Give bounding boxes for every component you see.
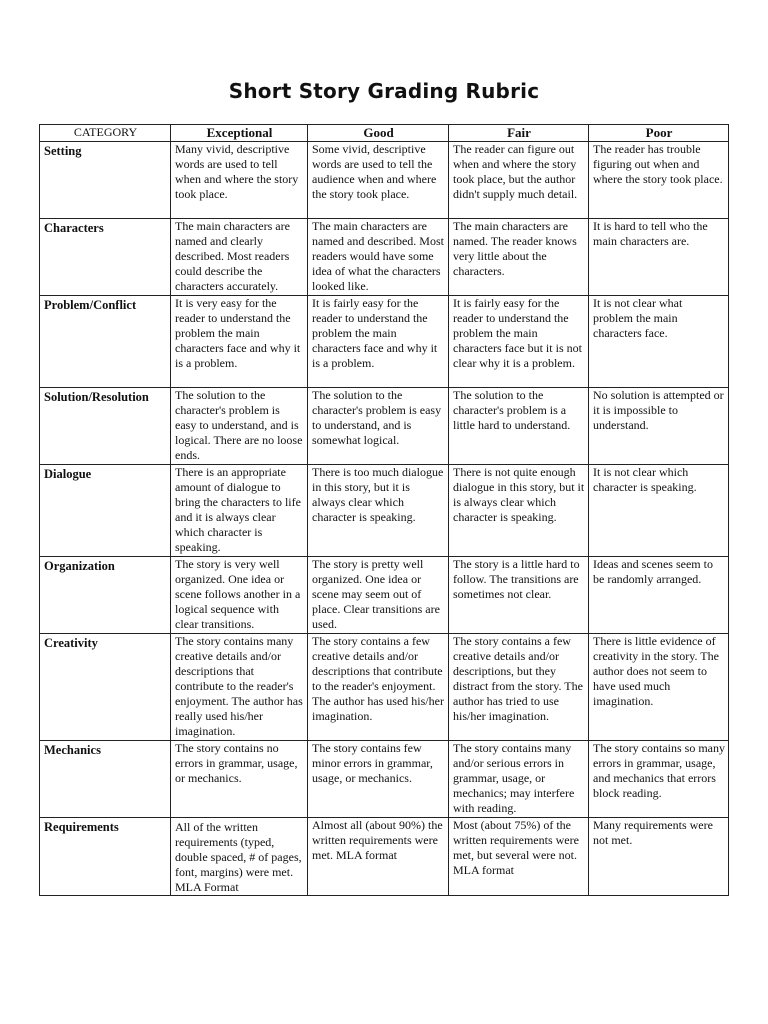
cell-exceptional: Many vivid, descriptive words are used to tell when and where the story took place. [171,142,308,219]
cell-good: The story is pretty well organized. One idea or scene may seem out of place. Clear transitions are used. [308,557,449,634]
header-category: CATEGORY [40,125,171,142]
cell-exceptional: It is very easy for the reader to understand the problem the main characters face and why it is a problem. [171,296,308,388]
table-row [40,465,729,557]
row-category: Characters [40,219,171,296]
cell-good: There is too much dialogue in this story, but it is always clear which character is speaking. [308,465,449,557]
row-category: Solution/Resolution [40,388,171,465]
row-category: Requirements [40,818,171,896]
header-poor: Poor [589,125,729,142]
cell-poor: The reader has trouble figuring out when and where the story took place. [589,142,729,219]
table-row [40,634,729,741]
cell-poor: It is hard to tell who the main characters are. [589,219,729,296]
row-category: Setting [40,142,171,219]
cell-poor: The story contains so many errors in grammar, usage, and mechanics that errors block reading. [589,741,729,818]
header-good: Good [308,125,449,142]
cell-exceptional: All of the written requirements (typed, double spaced, # of pages, font, margins) were met. MLA Format [171,818,308,896]
cell-poor: Ideas and scenes seem to be randomly arranged. [589,557,729,634]
row-category: Mechanics [40,741,171,818]
table-row [40,818,729,896]
row-category: Organization [40,557,171,634]
cell-poor: No solution is attempted or it is impossible to understand. [589,388,729,465]
cell-fair: It is fairly easy for the reader to understand the problem the main characters face but it is not clear why it is a problem. [449,296,589,388]
cell-fair: The reader can figure out when and where the story took place, but the author didn't supply much detail. [449,142,589,219]
cell-exceptional: The story contains no errors in grammar, usage, or mechanics. [171,741,308,818]
table-row [40,741,729,818]
cell-fair: The solution to the character's problem is a little hard to understand. [449,388,589,465]
table-row [40,296,729,388]
cell-fair: The main characters are named. The reader knows very little about the characters. [449,219,589,296]
cell-exceptional: There is an appropriate amount of dialogue to bring the characters to life and it is always clear which character is speaking. [171,465,308,557]
cell-good: The story contains few minor errors in grammar, usage, or mechanics. [308,741,449,818]
cell-fair: Most (about 75%) of the written requirements were met, but several were not. MLA format [449,818,589,896]
table-row [40,388,729,465]
header-exceptional: Exceptional [171,125,308,142]
page-title: Short Story Grading Rubric [228,79,540,103]
header-row [40,125,729,142]
cell-fair: The story contains many and/or serious errors in grammar, usage, or mechanics; may interfere with reading. [449,741,589,818]
cell-fair: The story is a little hard to follow. The transitions are sometimes not clear. [449,557,589,634]
cell-exceptional: The story contains many creative details and/or descriptions that contribute to the reader's enjoyment. The author has really used his/her imagination. [171,634,308,741]
cell-poor: It is not clear what problem the main characters face. [589,296,729,388]
cell-exceptional: The main characters are named and clearly described. Most readers could describe the characters accurately. [171,219,308,296]
cell-good: Some vivid, descriptive words are used to tell the audience when and where the story took place. [308,142,449,219]
table-row [40,142,729,219]
cell-good: The solution to the character's problem is easy to understand, and is somewhat logical. [308,388,449,465]
cell-poor: Many requirements were not met. [589,818,729,896]
cell-good: Almost all (about 90%) the written requirements were met. MLA format [308,818,449,896]
cell-fair: There is not quite enough dialogue in this story, but it is always clear which character is speaking. [449,465,589,557]
table-row [40,557,729,634]
rubric-table [39,124,729,896]
cell-good: The main characters are named and described. Most readers would have some idea of what the characters looked like. [308,219,449,296]
row-category: Dialogue [40,465,171,557]
cell-exceptional: The solution to the character's problem is easy to understand, and is logical. There are no loose ends. [171,388,308,465]
table-row [40,219,729,296]
cell-fair: The story contains a few creative details and/or descriptions, but they distract from the story. The author has tried to use his/her imagination. [449,634,589,741]
cell-good: It is fairly easy for the reader to understand the problem the main characters face and why it is a problem. [308,296,449,388]
header-fair: Fair [449,125,589,142]
cell-poor: It is not clear which character is speaking. [589,465,729,557]
row-category: Creativity [40,634,171,741]
cell-good: The story contains a few creative details and/or descriptions that contribute to the reader's enjoyment. The author has used his/her imagination. [308,634,449,741]
row-category: Problem/Conflict [40,296,171,388]
cell-exceptional: The story is very well organized. One idea or scene follows another in a logical sequence with clear transitions. [171,557,308,634]
cell-poor: There is little evidence of creativity in the story. The author does not seem to have used much imagination. [589,634,729,741]
